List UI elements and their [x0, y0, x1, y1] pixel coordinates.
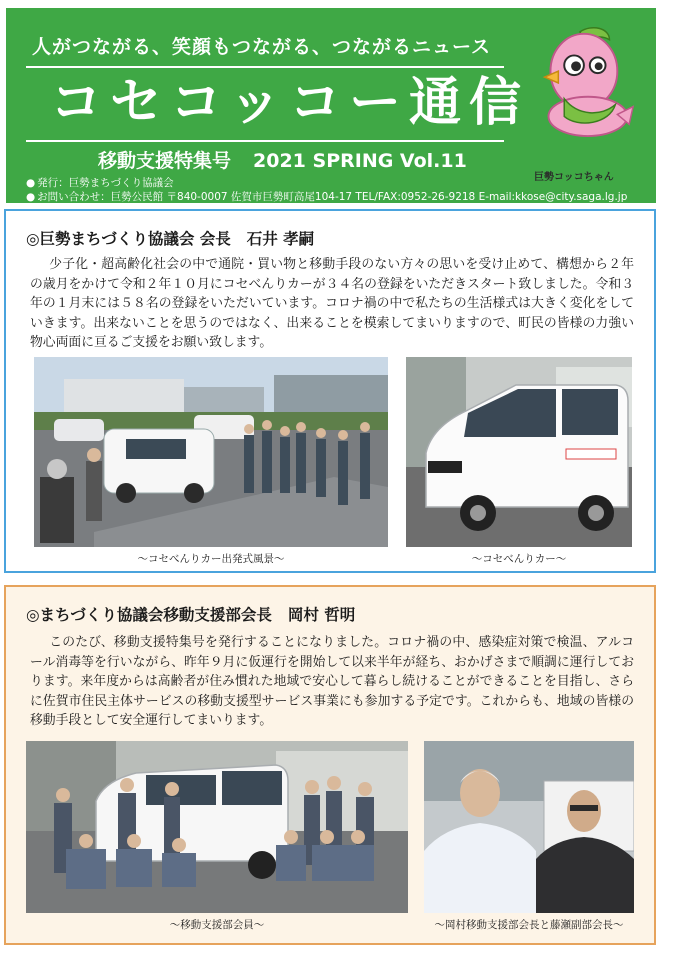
section-heading [26, 227, 314, 249]
section-heading [26, 603, 355, 625]
newsletter-header [6, 8, 656, 203]
section-heading-person: 石井 孝嗣 [246, 230, 315, 248]
committee-leaders-photo [424, 741, 634, 913]
section-heading-title: ◎まちづくり協議会移動支援部会長 [26, 606, 272, 624]
slogan: 人がつながる、笑顔もつながる、つながるニュース [32, 36, 492, 58]
header-rule-bottom [26, 140, 504, 142]
departure-ceremony-photo [34, 357, 388, 547]
photo-caption: ～コセべんりカー～ [471, 553, 567, 565]
section-body-text: このたび、移動支援特集号を発行することになりました。コロナ禍の中、感染症対策で検温、アルコール消毒等を行いながら、昨年９月に仮運行を開始して以来半年が経ち、おかげさまで順調に運行しております。来年度からは高齢者が住み慣れた地域で安心して暮らし続けることができることを目指し、さらに佐賀市住民主体サービスの移動支援型サービス事業にも参加する予定です。これからも、地域の皆様の移動手段として安全運行してまいります。 [30, 635, 634, 729]
committee-members-photo [26, 741, 408, 913]
issue-line [98, 146, 467, 173]
publisher-info [26, 175, 174, 190]
photo-caption: ～移動支援部会員～ [169, 919, 265, 931]
black-circle-bullet-icon: ● [26, 191, 36, 203]
mobility-support-section [4, 585, 656, 945]
chairman-message-section [4, 209, 656, 573]
photo-caption: ～コセべんりカー出発式風景～ [137, 553, 285, 565]
black-circle-bullet-icon: ● [26, 177, 36, 189]
section-body-text: 少子化・超高齢化社会の中で通院・買い物と移動手段のない方々の思いを受け止めて、構想から２年の歳月をかけて令和２年１０月にコセべんりカーが３４名の登録をいただきスタート致しました。令和３年の１月末には５８名の登録をいただいています。コロナ禍の中で私たちの生活様式は大きく変化をしていきます。出来ないことを思うのではなく、出来ることを模索してまいりますので、町民の皆様の力強い物心両面に亘るご支援をお願い致します。 [30, 257, 634, 351]
section-heading-title: ◎巨勢まちづくり協議会 会長 [26, 230, 231, 248]
contact-info [26, 189, 627, 204]
pink-bird-mascot-icon [519, 22, 637, 140]
convenience-car-photo [406, 357, 632, 547]
photo-caption: ～岡村移動支援部会長と藤瀬副部会長～ [434, 919, 624, 931]
issue-label: 移動支援特集号 [98, 150, 232, 172]
header-rule-top [26, 66, 504, 68]
publisher-text: 発行：巨勢まちづくり協議会 [37, 177, 174, 189]
section-heading-person: 岡村 哲明 [287, 606, 356, 624]
mascot-name: 巨勢コッコちゃん [534, 172, 614, 183]
contact-text: お問い合わせ：巨勢公民館 〒840-0007 佐賀市巨勢町高尾104-17 TEL/FAX:0952-26-9218 E-mail:kkose@city.saga.lg.jp [37, 191, 628, 203]
newsletter-title: コセコッコー通信 [50, 73, 529, 133]
issue-volume: 2021 SPRING Vol.11 [253, 150, 467, 172]
